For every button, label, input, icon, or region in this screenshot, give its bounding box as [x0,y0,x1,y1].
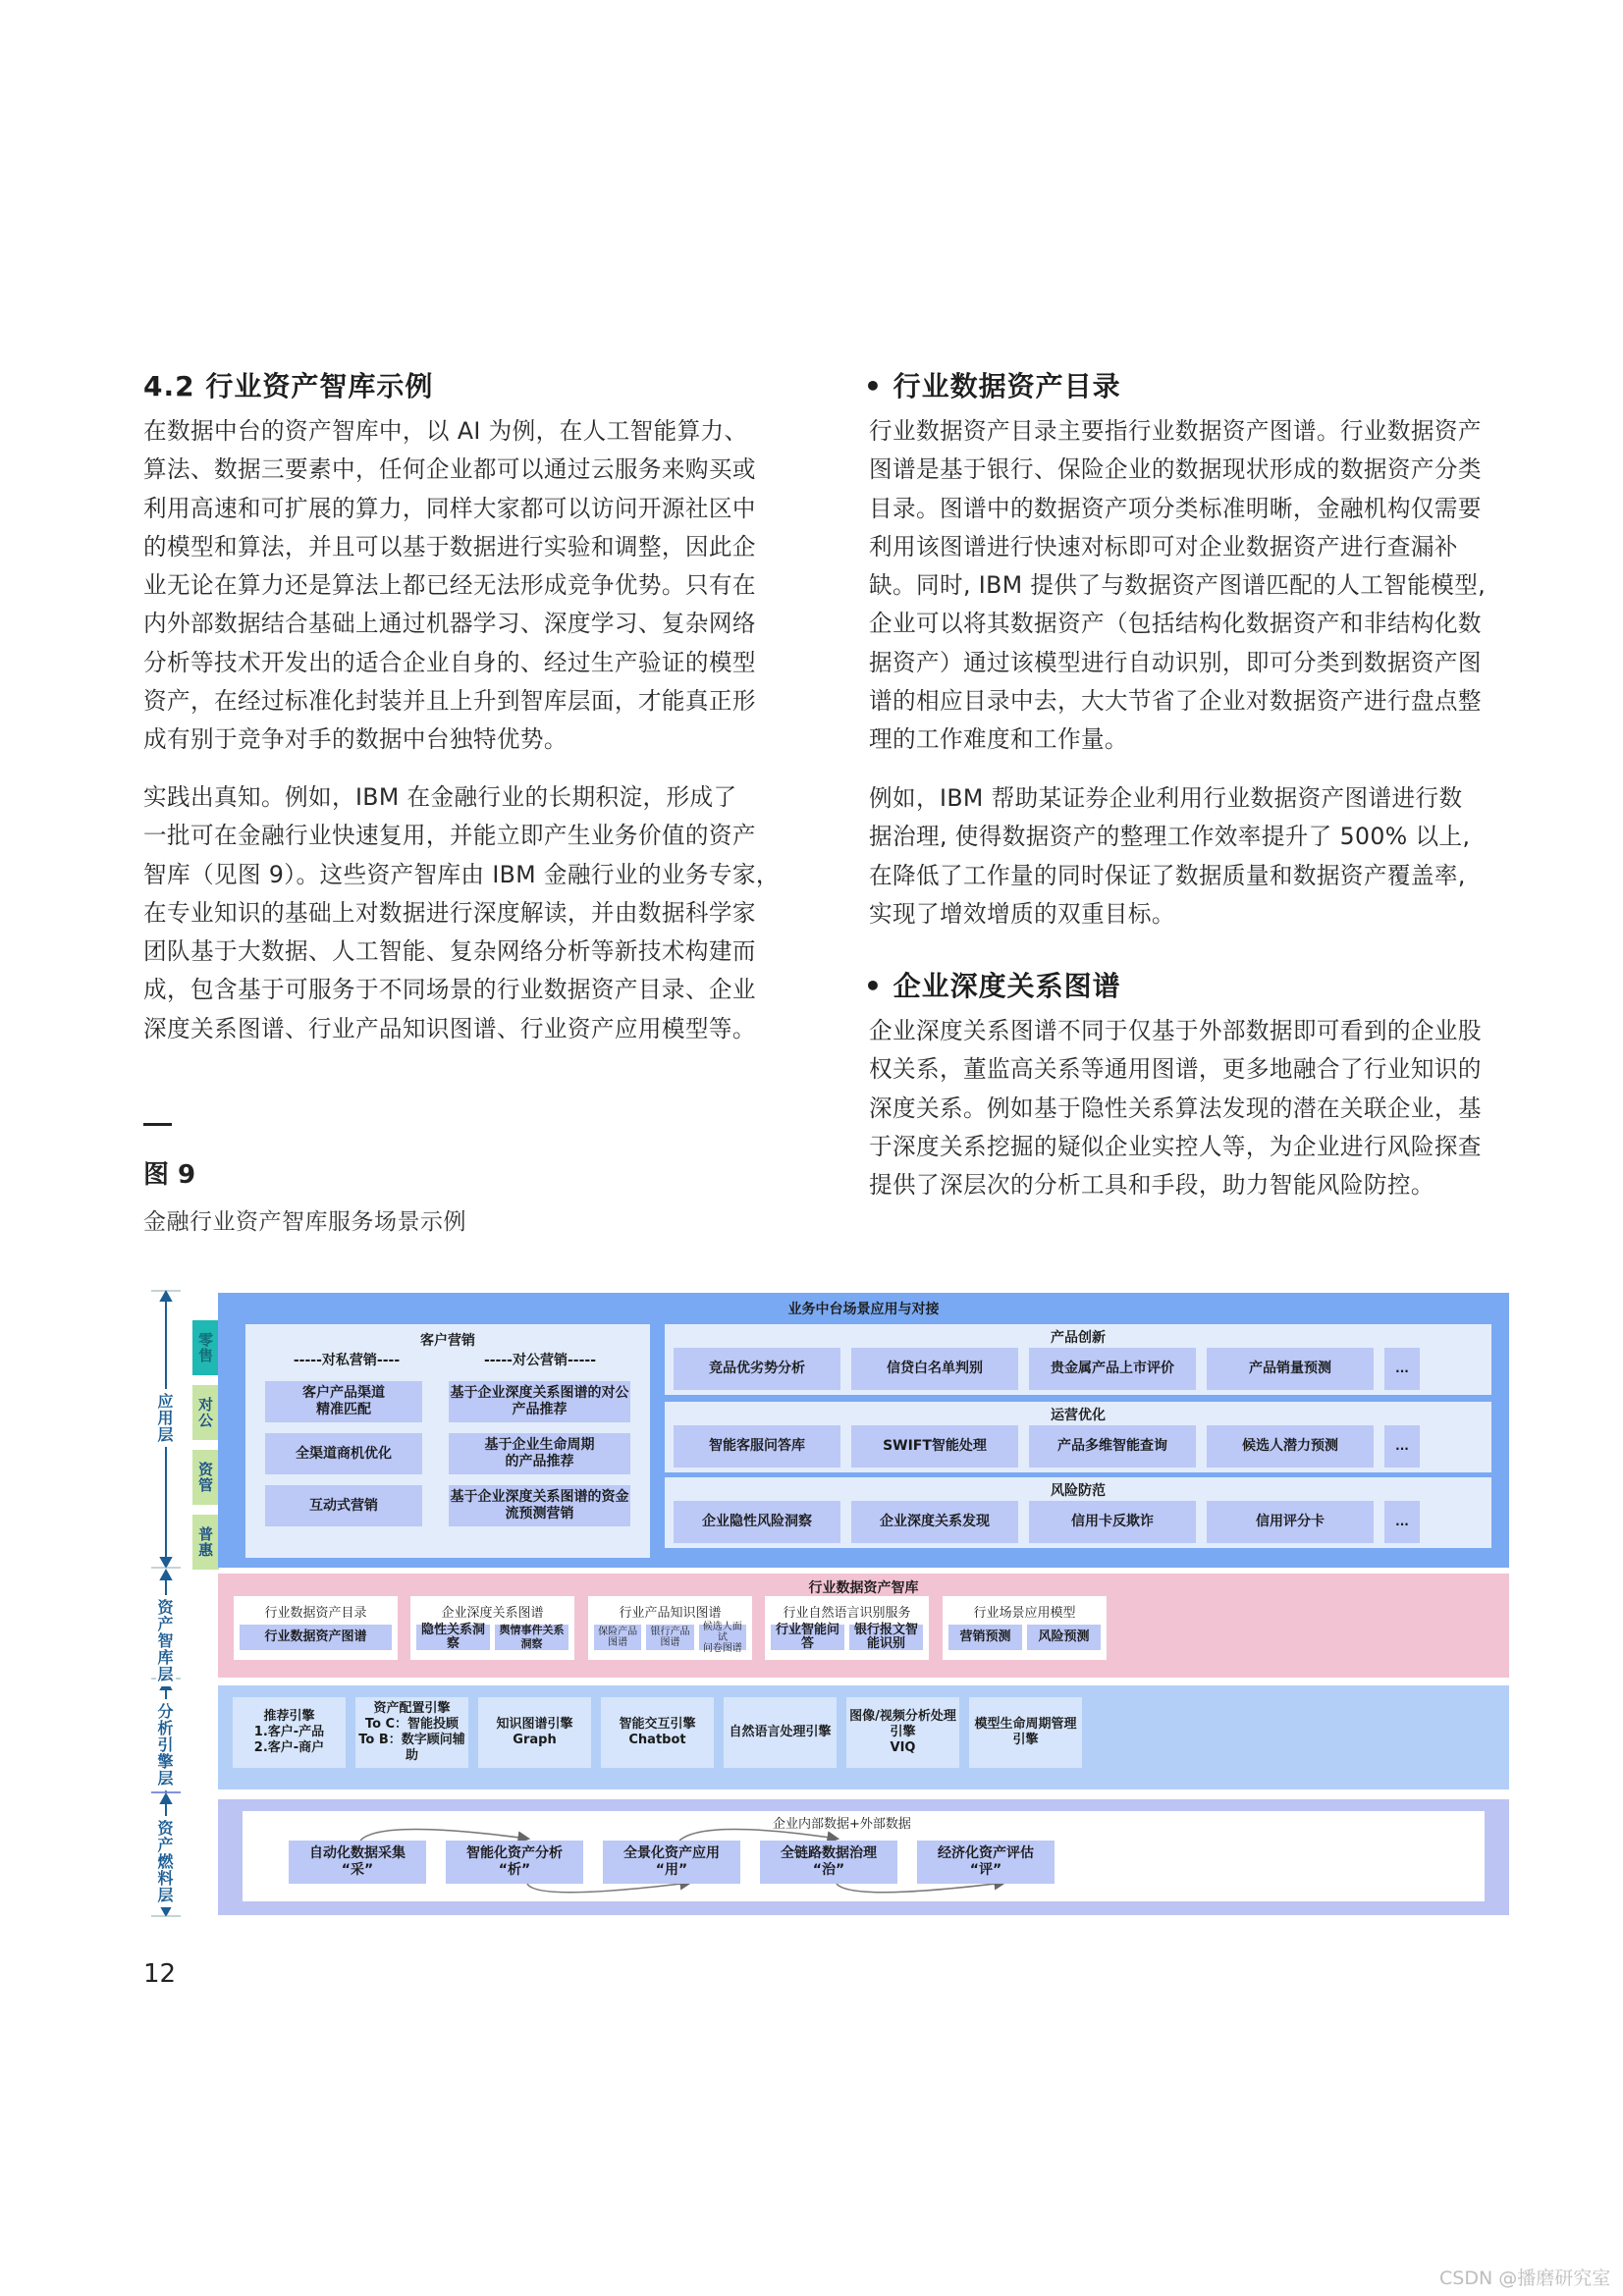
public-marketing-title: -----对公营销----- [483,1353,597,1368]
segment-tag-retail: 零售 [192,1320,219,1375]
paragraph-line: 在降低了工作量的同时保证了数据质量和数据资产覆盖率, [869,861,1466,889]
app-item: 信用卡反欺诈 [1029,1501,1196,1543]
paragraph-line: 实践出真知。例如，IBM 在金融行业的长期积淀，形成了 [143,783,737,811]
app-item: 企业深度关系发现 [851,1501,1018,1543]
marketing-item: 全渠道商机优化 [265,1433,422,1474]
library-item: 行业数据资产图谱 [240,1625,392,1650]
figure-divider [143,1123,172,1126]
library-item: 风险预测 [1027,1625,1101,1650]
paragraph-line: 谱的相应目录中去，大大节省了企业对数据资产进行盘点整 [869,687,1482,716]
paragraph-line: 提供了深层次的分析工具和手段，助力智能风险防控。 [869,1171,1434,1200]
segment-tag-corporate: 对公 [192,1385,219,1440]
segment-tag-asset-mgmt: 资管 [192,1450,219,1505]
fuel-inner-panel [243,1811,1485,1901]
subsection-title-relation-graph: • 企业深度关系图谱 [864,970,1121,1002]
segment-tag-inclusive: 普惠 [192,1515,219,1570]
paragraph-line: 成有别于竞争对手的数据中台独特优势。 [143,725,568,754]
paragraph-line: 例如，IBM 帮助某证券企业利用行业数据资产图谱进行数 [869,784,1463,812]
library-group-panel [234,1596,398,1660]
marketing-item: 基于企业深度关系图谱的对公 产品推荐 [449,1381,630,1422]
paragraph-line: 企业深度关系图谱不同于仅基于外部数据即可看到的企业股 [869,1017,1482,1044]
app-item: 信贷白名单判别 [851,1348,1018,1390]
paragraph-line: 深度关系图谱、行业产品知识图谱、行业资产应用模型等。 [143,1014,756,1042]
library-group-panel [588,1596,752,1660]
paragraph-line: 在专业知识的基础上对数据进行深度解读，并由数据科学家 [143,898,756,927]
app-group-title: 运营优化 [1051,1408,1106,1423]
paragraph-line: 分析等技术开发出的适合企业自身的、经过生产验证的模型 [143,648,756,676]
body-paragraph [869,1012,1514,1204]
figure-caption: 金融行业资产智库服务场景示例 [143,1209,466,1235]
fuel-item: 经济化资产评估 “评” [917,1841,1055,1884]
app-item: SWIFT智能处理 [851,1425,1018,1468]
fuel-note: 企业内部数据+外部数据 [773,1817,911,1832]
private-marketing-title: -----对私营销---- [293,1353,401,1368]
library-group-panel [943,1596,1107,1660]
app-group-panel [665,1477,1491,1548]
app-item: 企业隐性风险洞察 [674,1501,840,1543]
more-items: ... [1384,1348,1420,1390]
library-item: 隐性关系洞察 [416,1625,490,1650]
paragraph-line: 一批可在金融行业快速复用，并能立即产生业务价值的资产 [143,822,756,850]
library-group-title: 行业自然语言识别服务 [783,1606,911,1621]
application-layer-title: 业务中台场景应用与对接 [787,1302,940,1317]
app-item: 竞品优劣势分析 [674,1348,840,1390]
axis-label-library: 资产智库层 [156,1595,176,1686]
library-group-title: 企业深度关系图谱 [441,1606,544,1621]
paragraph-line: 目录。图谱中的数据资产项分类标准明晰，金融机构仅需要 [869,494,1482,522]
more-items: ... [1384,1501,1420,1543]
marketing-item: 互动式营销 [265,1485,422,1526]
section-title: 4.2 行业资产智库示例 [143,370,434,402]
engine-item: 模型生命周期管理引擎 [969,1697,1082,1768]
marketing-item: 基于企业深度关系图谱的资金 流预测营销 [449,1485,630,1526]
library-group-title: 行业场景应用模型 [973,1606,1076,1621]
body-paragraph [143,778,788,1048]
paragraph-line: 算法、数据三要素中，任何企业都可以通过云服务来购买或 [143,455,756,484]
library-item: 银行报文智能识别 [849,1625,923,1650]
asset-fuel-layer [218,1799,1509,1915]
layer-axis [137,1281,216,1929]
marketing-item: 基于企业生命周期 的产品推荐 [449,1433,630,1474]
paragraph-line: 的模型和算法，并且可以基于数据进行实验和调整，因此企 [143,532,756,561]
app-item: 智能客服问答库 [674,1425,840,1468]
page-number: 12 [143,1959,177,1989]
paragraph-line: 内外部数据结合基础上通过机器学习、深度学习、复杂网络 [143,610,756,638]
axis-label-fuel: 资产燃料层 [156,1816,176,1907]
paragraph-line: 企业可以将其数据资产（包括结构化数据资产和非结构化数 [869,610,1482,638]
engine-item: 智能交互引擎 Chatbot [601,1697,714,1768]
paragraph-line: 据治理, 使得数据资产的整理工作效率提升了 500% 以上, [869,823,1471,851]
flow-arrow [527,1883,689,1893]
library-item: 舆情事件关系洞察 [495,1625,568,1650]
engine-item: 自然语言处理引擎 [724,1697,837,1768]
engine-item: 图像/视频分析处理引擎 VIQ [846,1697,959,1768]
body-paragraph [869,779,1514,934]
paragraph-line: 利用该图谱进行快速对标即可对企业数据资产进行查漏补 [869,532,1458,561]
library-group-panel [765,1596,929,1660]
analysis-engine-layer [218,1685,1509,1789]
body-paragraph [143,412,788,760]
subsection-title-catalog: • 行业数据资产目录 [864,370,1121,402]
library-item: 营销预测 [948,1625,1022,1650]
app-group-title: 风险防范 [1051,1483,1106,1499]
library-item: 银行产品图谱 [646,1625,693,1650]
paragraph-line: 智库（见图 9）。这些资产智库由 IBM 金融行业的业务专家， [143,860,780,888]
library-item: 行业智能问答 [771,1625,844,1650]
paragraph-line: 权关系，董监高关系等通用图谱，更多地融合了行业知识的 [869,1055,1482,1084]
fuel-item: 全链路数据治理 “治” [760,1841,897,1884]
paragraph-line: 利用高速和可扩展的算力，同样大家都可以访问开源社区中 [143,494,756,522]
app-item: 信用评分卡 [1207,1501,1374,1543]
paragraph-line: 业无论在算力还是算法上都已经无法形成竞争优势。只有在 [143,571,756,600]
flow-arrow [679,1829,837,1841]
body-paragraph [869,412,1514,760]
customer-marketing-panel [245,1324,650,1558]
watermark: CSDN @播磨研究室 [1439,2268,1611,2289]
app-item: 产品多维智能查询 [1029,1425,1196,1468]
app-item: 候选人潜力预测 [1207,1425,1374,1468]
customer-marketing-title: 客户营销 [420,1333,475,1349]
fuel-item: 自动化数据采集 “采” [289,1841,426,1884]
architecture-diagram [137,1281,1512,1929]
app-group-panel [665,1324,1491,1395]
library-group-title: 行业数据资产目录 [264,1606,367,1621]
paragraph-line: 理的工作难度和工作量。 [869,725,1128,754]
asset-library-layer [218,1574,1509,1678]
flow-arrow [837,1883,1003,1893]
library-group-title: 行业产品知识图谱 [619,1606,722,1621]
paragraph-line: 据资产）通过该模型进行自动识别，即可分类到数据资产图 [869,648,1482,676]
paragraph-line: 成，包含基于可服务于不同场景的行业数据资产目录、企业 [143,976,756,1004]
figure-number: 图 9 [143,1160,196,1190]
paragraph-line: 缺。同时, IBM 提供了与数据资产图谱匹配的人工智能模型, [869,571,1487,600]
flow-arrow [360,1829,527,1841]
paragraph-line: 资产，在经过标准化封装并且上升到智库层面，才能真正形 [143,687,756,716]
paragraph-line: 深度关系。例如基于隐性关系算法发现的潜在关联企业，基 [869,1094,1482,1122]
paragraph-line: 团队基于大数据、人工智能、复杂网络分析等新技术构建而 [143,937,756,966]
library-item: 候选人面试 问卷图谱 [699,1625,746,1650]
fuel-item: 全景化资产应用 “用” [603,1841,740,1884]
application-layer [218,1293,1509,1568]
engine-item: 知识图谱引擎 Graph [478,1697,591,1768]
library-item: 保险产品图谱 [594,1625,641,1650]
paragraph-line: 于深度关系挖掘的疑似企业实控人等，为企业进行风险探查 [869,1132,1482,1160]
axis-label-engine: 分析引擎层 [156,1699,176,1790]
app-item: 贵金属产品上市评价 [1029,1348,1196,1390]
app-group-title: 产品创新 [1051,1330,1106,1346]
paragraph-line: 行业数据资产目录主要指行业数据资产图谱。行业数据资产 [869,417,1482,445]
app-group-panel [665,1402,1491,1472]
engine-item: 推荐引擎 1.客户-产品 2.客户-商户 [233,1697,346,1768]
paragraph-line: 实现了增效增质的双重目标。 [869,899,1175,928]
paragraph-line: 在数据中台的资产智库中，以 AI 为例，在人工智能算力、 [143,417,748,445]
axis-label-application: 应用层 [156,1389,176,1447]
fuel-item: 智能化资产分析 “析” [446,1841,583,1884]
engine-item: 资产配置引擎 To C：智能投顾 To B：数字顾问辅助 [355,1697,468,1768]
marketing-item: 客户产品渠道 精准匹配 [265,1381,422,1422]
asset-library-title: 行业数据资产智库 [808,1580,919,1596]
paragraph-line: 图谱是基于银行、保险企业的数据现状形成的数据资产分类 [869,455,1482,484]
app-item: 产品销量预测 [1207,1348,1374,1390]
library-group-panel [410,1596,574,1660]
more-items: ... [1384,1425,1420,1468]
